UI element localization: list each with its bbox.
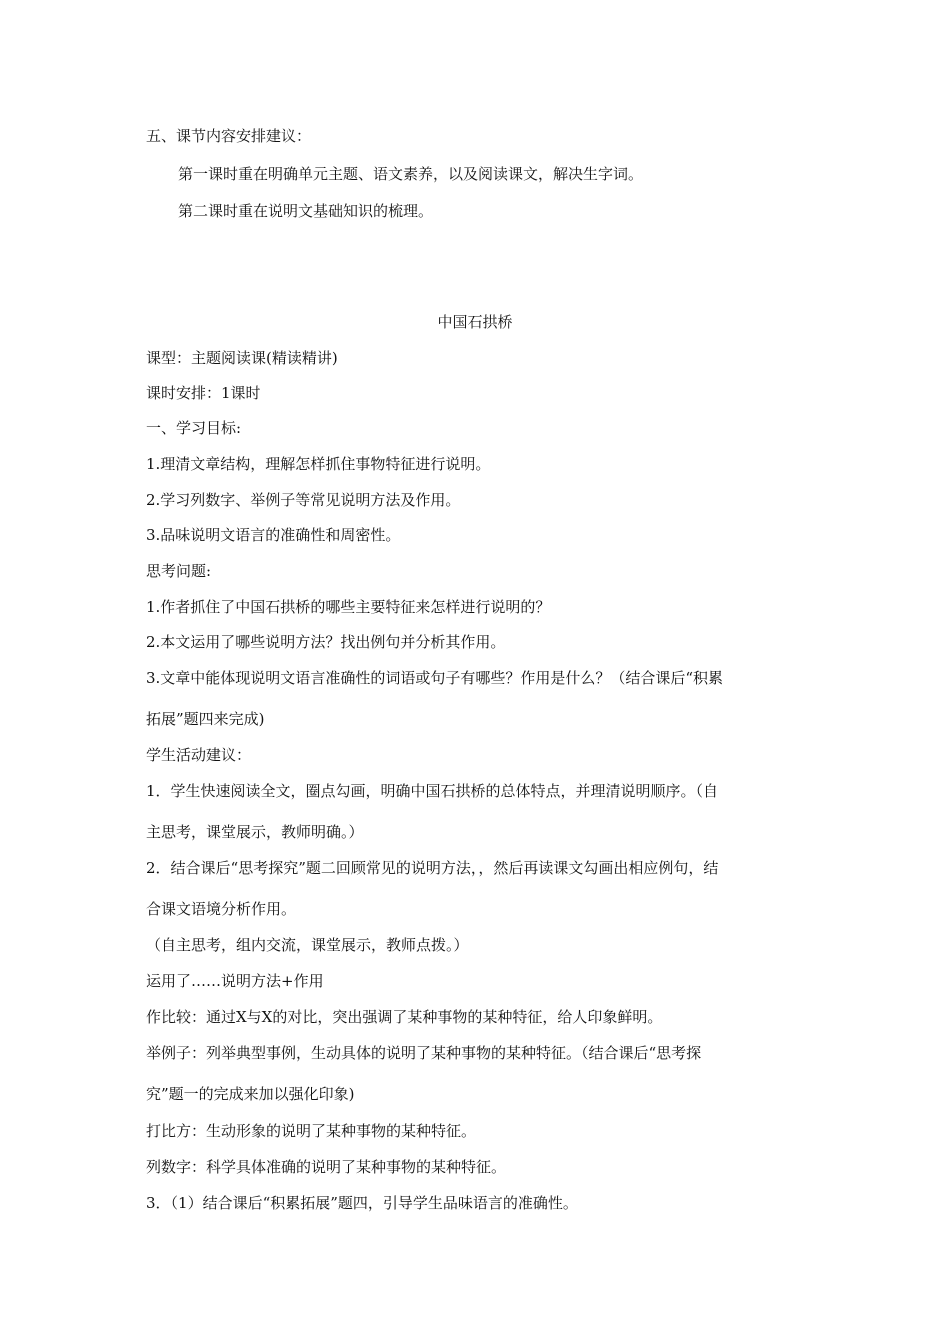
question-item: 1.作者抓住了中国石拱桥的哪些主要特征来怎样进行说明的？ bbox=[146, 598, 551, 616]
activity-line: 1．学生快速阅读全文，圈点勾画，明确中国石拱桥的总体特点，并理清说明顺序。（自 bbox=[146, 782, 719, 800]
activity-line: 主思考，课堂展示，教师明确。） bbox=[146, 823, 364, 841]
activity-line: 3．（1）结合课后“积累拓展”题四，引导学生品味语言的准确性。 bbox=[146, 1194, 578, 1212]
activity-line: 合课文语境分析作用。 bbox=[146, 900, 297, 918]
question-item: 3.文章中能体现说明文语言准确性的词语或句子有哪些？作用是什么？（结合课后“积累 bbox=[146, 669, 723, 687]
section5-paragraph-1: 第一课时重在明确单元主题、语文素养，以及阅读课文，解决生字词。 bbox=[178, 165, 644, 183]
lesson-type: 课型：主题阅读课(精读精讲) bbox=[146, 349, 338, 367]
goal-item: 1.理清文章结构，理解怎样抓住事物特征进行说明。 bbox=[146, 455, 491, 473]
goals-heading: 一、学习目标: bbox=[146, 419, 242, 437]
activity-line: 举例子：列举典型事例，生动具体的说明了某种事物的某种特征。（结合课后“思考探 bbox=[146, 1044, 702, 1062]
activity-line: 打比方：生动形象的说明了某种事物的某种特征。 bbox=[146, 1122, 477, 1140]
activity-line: 2．结合课后“思考探究”题二回顾常见的说明方法，，然后再读课文勾画出相应例句，结 bbox=[146, 859, 719, 877]
question-item: 拓展”题四来完成) bbox=[146, 710, 265, 728]
questions-heading: 思考问题: bbox=[146, 562, 212, 580]
goal-item: 2.学习列数字、举例子等常见说明方法及作用。 bbox=[146, 491, 461, 509]
section5-paragraph-2: 第二课时重在说明文基础知识的梳理。 bbox=[178, 202, 434, 220]
goal-item: 3.品味说明文语言的准确性和周密性。 bbox=[146, 526, 401, 544]
activity-line: 究”题一的完成来加以强化印象) bbox=[146, 1085, 355, 1103]
activity-line: 作比较：通过X与X的对比，突出强调了某种事物的某种特征，给人印象鲜明。 bbox=[146, 1008, 663, 1026]
lesson-title: 中国石拱桥 bbox=[437, 313, 513, 331]
activity-line: 运用了……说明方法+作用 bbox=[146, 972, 324, 990]
activity-line: 列数字：科学具体准确的说明了某种事物的某种特征。 bbox=[146, 1158, 507, 1176]
activities-heading: 学生活动建议： bbox=[146, 746, 252, 764]
question-item: 2.本文运用了哪些说明方法？找出例句并分析其作用。 bbox=[146, 633, 506, 651]
lesson-time: 课时安排：1课时 bbox=[146, 384, 261, 402]
section5-heading: 五、课节内容安排建议： bbox=[146, 127, 312, 145]
activity-line: （自主思考，组内交流，课堂展示，教师点拨。） bbox=[146, 936, 469, 954]
